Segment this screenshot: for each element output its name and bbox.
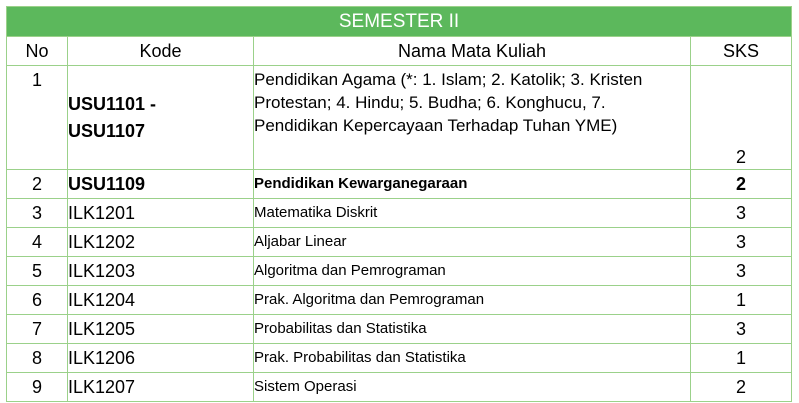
row-nama: Prak. Probabilitas dan Statistika (254, 344, 691, 373)
row-no: 4 (7, 228, 68, 257)
row-sks: 1 (691, 344, 792, 373)
table-row (7, 66, 792, 170)
table-row (7, 315, 792, 344)
row-kode: ILK1201 (68, 199, 254, 228)
row-sks: 3 (691, 199, 792, 228)
row-sks: 1 (691, 286, 792, 315)
row-kode: ILK1205 (68, 315, 254, 344)
table-row (7, 170, 792, 199)
row-kode: ILK1207 (68, 373, 254, 402)
table-row (7, 344, 792, 373)
row-nama (254, 66, 691, 170)
header-nama: Nama Mata Kuliah (254, 37, 691, 66)
row-kode-line1: USU1101 - (68, 93, 157, 114)
row-nama: Sistem Operasi (254, 373, 691, 402)
row-nama: Pendidikan Kewarganegaraan (254, 170, 691, 199)
row-no: 2 (7, 170, 68, 199)
header-no: No (7, 37, 68, 66)
header-kode: Kode (68, 37, 254, 66)
row-no: 3 (7, 199, 68, 228)
row-sks: 2 (691, 170, 792, 199)
row-no: 8 (7, 344, 68, 373)
row-nama: Matematika Diskrit (254, 199, 691, 228)
row-no: 1 (7, 66, 68, 170)
row-kode: USU1109 (68, 170, 254, 199)
row-kode-line2: USU1107 (68, 120, 146, 141)
row-sks: 3 (691, 257, 792, 286)
header-row (7, 37, 792, 66)
row-kode: ILK1203 (68, 257, 254, 286)
row-kode: ILK1202 (68, 228, 254, 257)
row-sks-value: 2 (736, 147, 747, 167)
row-no: 9 (7, 373, 68, 402)
table-row (7, 257, 792, 286)
header-sks: SKS (691, 37, 792, 66)
row-sks: 2 (691, 373, 792, 402)
row-nama: Probabilitas dan Statistika (254, 315, 691, 344)
row-nama: Prak. Algoritma dan Pemrograman (254, 286, 691, 315)
row-nama: Aljabar Linear (254, 228, 691, 257)
row-nama-text: Pendidikan Agama (*: 1. Islam; 2. Katolik; 3. Kristen Protestan; 4. Hindu; 5. Budha; 6. Konghucu, 7. Pendidikan Kepercayaan Terhadap Tuhan YME) (254, 70, 643, 135)
row-no: 6 (7, 286, 68, 315)
row-nama: Algoritma dan Pemrograman (254, 257, 691, 286)
table-row (7, 373, 792, 402)
row-kode: ILK1204 (68, 286, 254, 315)
semester-title: SEMESTER II (7, 7, 792, 37)
row-kode: ILK1206 (68, 344, 254, 373)
table-row (7, 228, 792, 257)
row-sks (691, 66, 792, 170)
table-row (7, 286, 792, 315)
row-sks: 3 (691, 228, 792, 257)
row-kode (68, 66, 254, 170)
row-sks: 3 (691, 315, 792, 344)
course-table (6, 6, 792, 402)
row-no: 7 (7, 315, 68, 344)
table-row (7, 199, 792, 228)
row-no: 5 (7, 257, 68, 286)
